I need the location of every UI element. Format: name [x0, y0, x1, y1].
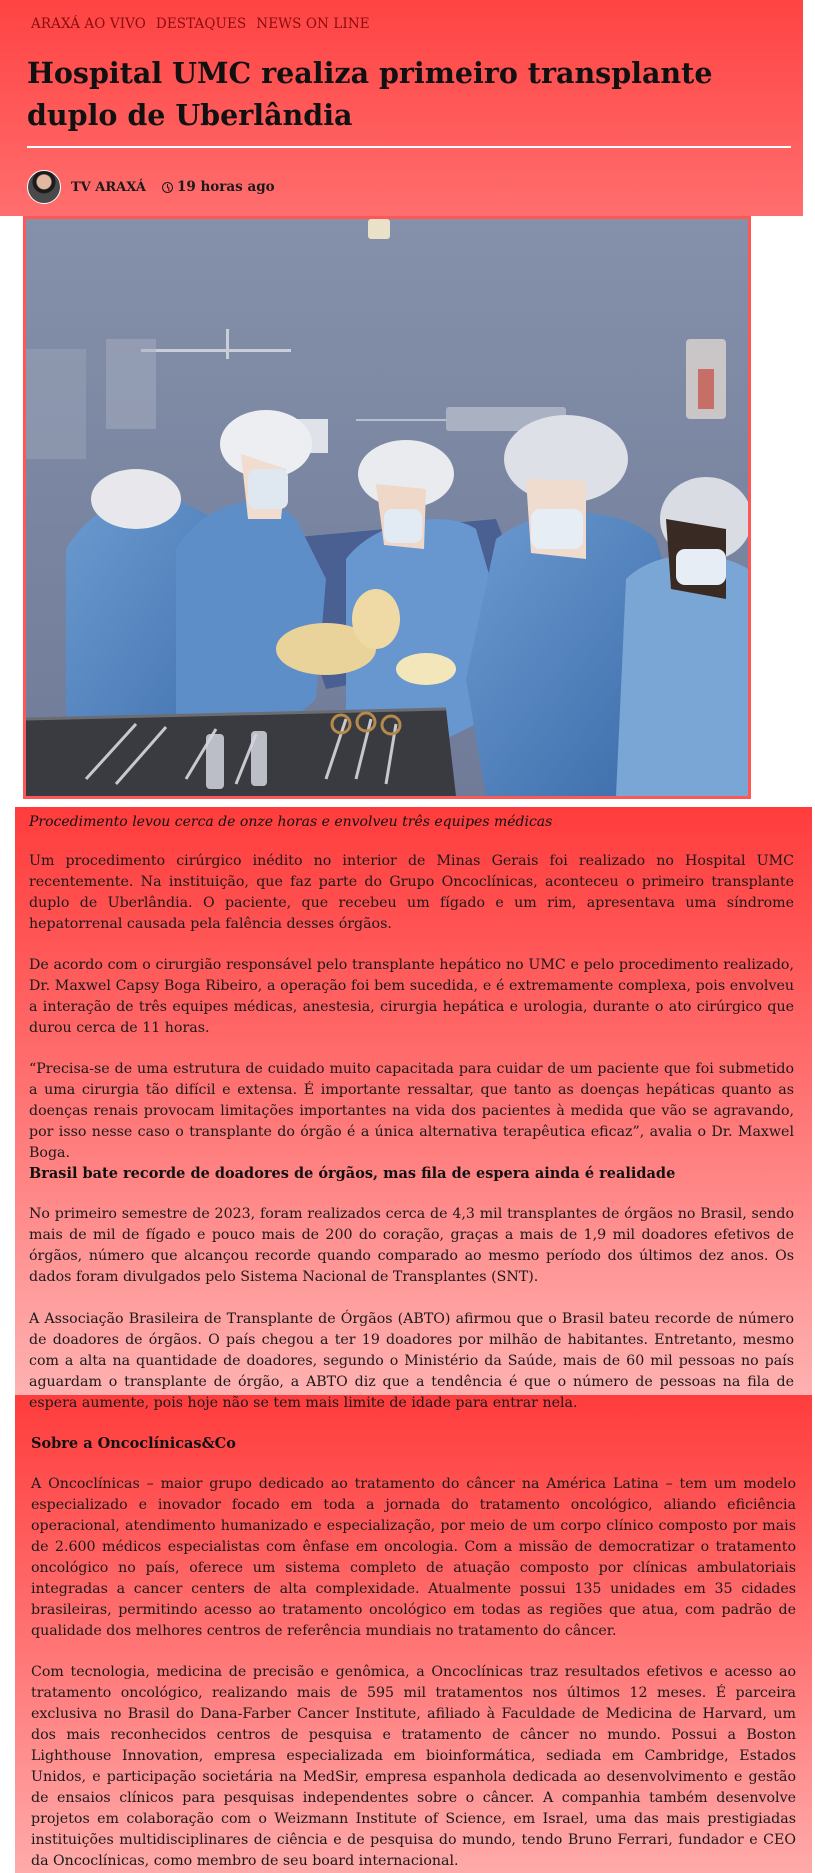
article-paragraph-3: “Precisa-se de uma estrutura de cuidado muito capacitada para cuidar de um paciente que foi submetido a uma cirurgia tão difícil e extensa. É importante ressaltar, que tanto as doenças hepáticas quanto as doenças renais provocam limitações importantes na vida dos pacientes à medida que vão se agravando, por isso nesse caso o transplante do órgão é a única alternativa terapêutica eficaz”, avalia o Dr. Maxwel Boga. [29, 1061, 794, 1161]
surgery-photo [26, 219, 748, 796]
subheading-about-oncoclinicas: Sobre a Oncoclínicas&Co [31, 1435, 236, 1452]
article-paragraph-1: Um procedimento cirúrgico inédito no interior de Minas Gerais foi realizado no Hospital UMC recentemente. Na instituição, que faz parte do Grupo Oncoclínicas, aconteceu o primeiro transplante duplo de Uberlândia. O paciente, que recebeu um fígado e um rim, apresentava uma síndrome hepatorrenal causada pela falência desses órgãos. [29, 853, 794, 932]
article-paragraph-2: De acordo com o cirurgião responsável pelo transplante hepático no UMC e pelo procedimento realizado, Dr. Maxwel Capsy Boga Ribeiro, a operação foi bem sucedida, e é extremamente complexa, pois envolveu a interação de três equipes médicas, anestesia, cirurgia hepática e urologia, durante o ato cirúrgico que durou cerca de 11 horas. [29, 957, 794, 1036]
author-avatar[interactable] [27, 170, 61, 204]
publish-time [162, 179, 275, 195]
article-meta [27, 169, 275, 205]
clock-icon [162, 182, 173, 193]
nav-link-destaques[interactable]: DESTAQUES [155, 16, 247, 32]
article-header [0, 0, 803, 216]
publish-time-text: 19 horas ago [176, 179, 275, 195]
article-paragraph-7: Com tecnologia, medicina de precisão e genômica, a Oncoclínicas traz resultados efetivos e acesso ao tratamento oncológico, realizando mais de 595 mil tratamentos nos últimos 12 meses. É parceira exclusiva no Brasil do Dana-Farber Cancer Institute, afiliado à Faculdade de Medicina de Harvard, um dos mais reconhecidos centros de pesquisa e tratamento de câncer no mundo. Possui a Boston Lighthouse Innovation, empresa especializada em bioinformática, sediada em Cambridge, Estados Unidos, e participação societária na MedSir, empresa espanhola dedicada ao desenvolvimento e gestão de ensaios clínicos para pesquisas independentes sobre o câncer. A companhia também desenvolve projetos em colaboração com o Weizmann Institute of Science, em Israel, uma das mais prestigiadas instituições multidisciplinares de ciência e de pesquisa do mundo, tendo Bruno Ferrari, fundador e CEO da Oncoclínicas, como membro de seu board internacional. [31, 1664, 796, 1869]
article-paragraph-5: A Associação Brasileira de Transplante de Órgãos (ABTO) afirmou que o Brasil bateu recorde de número de doadores de órgãos. O país chegou a ter 19 doadores por milhão de habitantes. Entretanto, mesmo com a alta na quantidade de doadores, segundo o Ministério da Saúde, mais de 60 mil pessoas no país aguardam o transplante de órgão, a ABTO diz que a tendência é que o número de pessoas na fila de espera aumente, pois hoje não se tem mais limite de idade para entrar nela. [29, 1311, 794, 1411]
article-paragraph-6: A Oncoclínicas – maior grupo dedicado ao tratamento do câncer na América Latina – tem um modelo especializado e inovador focado em toda a jornada do tratamento oncológico, aliando eficiência operacional, atendimento humanizado e especialização, por meio de um corpo clínico composto por mais de 2.600 médicos especialistas com ênfase em oncologia. Com a missão de democratizar o tratamento oncológico no país, oferece um sistema completo de atuação composto por clínicas ambulatoriais integradas a cancer centers de alta complexidade. Atualmente possui 135 unidades em 35 cidades brasileiras, permitindo acesso ao tratamento oncológico em todas as regiões que atua, com padrão de qualidade dos melhores centros de referência mundiais no tratamento do câncer. [31, 1476, 796, 1639]
image-caption: Procedimento levou cerca de onze horas e envolveu três equipes médicas [29, 814, 553, 830]
author-name[interactable]: TV ARAXÁ [71, 179, 146, 195]
nav-link-news-on-line[interactable]: NEWS ON LINE [256, 16, 370, 32]
top-navigation [31, 16, 370, 32]
nav-link-araxa-ao-vivo[interactable]: ARAXÁ AO VIVO [31, 16, 146, 32]
featured-image [23, 216, 751, 799]
article-paragraph-4: No primeiro semestre de 2023, foram realizados cerca de 4,3 mil transplantes de órgãos no Brasil, sendo mais de mil de fígado e pouco mais de 200 do coração, graças a mais de 1,9 mil doadores efetivos de órgãos, número que alcançou recorde quando comparado ao mesmo período dos últimos dez anos. Os dados foram divulgados pelo Sistema Nacional de Transplantes (SNT). [29, 1206, 794, 1285]
subheading-record-donors: Brasil bate recorde de doadores de órgãos, mas fila de espera ainda é realidade [29, 1165, 676, 1182]
article-title: Hospital UMC realiza primeiro transplante duplo de Uberlândia [27, 56, 713, 132]
title-divider [27, 146, 791, 148]
